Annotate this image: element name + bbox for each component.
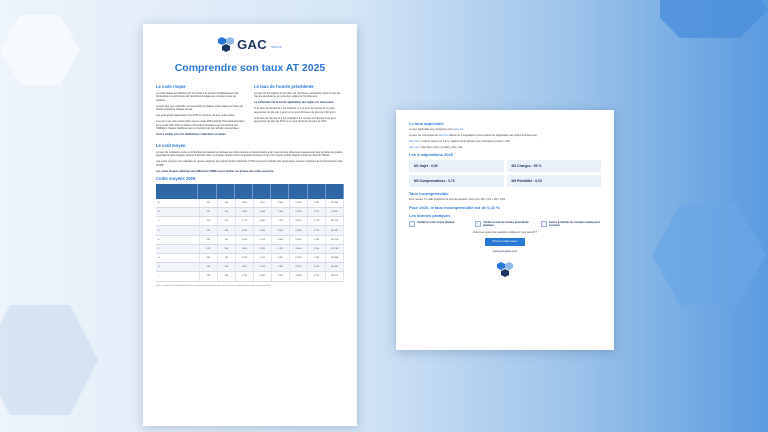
table-row [156,272,344,281]
paragraph: Il se peut que des conformités avec le code APE (Activité Principale Exercée) ou le code NAF (Nomenclature d'Activité Française) qui est attribué par l'INSEE à chaque établissement en fonction de son activité économique. [156,120,245,131]
table-cell: 256 [200,217,218,225]
table-cell-label: I [156,272,200,280]
table-cell: 1 585 [236,208,254,216]
cout-moyen-heading: Le coût moyen [156,143,186,149]
table-cell: 1 258 [308,226,326,234]
table-row [156,199,344,208]
link-text: taux net. [454,128,464,131]
table-row [156,217,344,226]
table-cell: 3 332 [254,272,272,280]
table-cell: 262 [200,245,218,253]
table-cell: 2 057 [254,199,272,207]
table-cell: 24 268 [290,272,308,280]
table-cell-label: F [156,245,200,253]
table-cell: 233 [200,226,218,234]
table-cell: 243 [200,236,218,244]
majorations-heading: Les 4 majorations 2025 [409,152,454,158]
table-cell-label: E [156,236,200,244]
table-cell: 283 [218,226,236,234]
table-cell: 22 572 [290,263,308,271]
website-link[interactable]: www.groupgac.com [492,248,518,253]
paragraph: Les coûts moyens sont calculés au niveau national, par grand secteur d'activité (CTN) et sous la contrôle des partenaires sociaux membres de la Commission des AT/MP. [156,160,343,167]
table-cell: 1 283 [308,236,326,244]
table-footnote: Source : arrêté du 28 novembre 2024 relatif à la tarification des risques d'accidents du travail et de maladies professionnelles pour l'année 2025. [156,284,271,287]
table-row [156,263,344,272]
checklist-label: Vérifier le taux de l'année précédente appliqué [483,220,529,228]
table-cell: 244 [200,263,218,271]
brand-name: GAC [237,36,267,52]
annee-precedente-heading: Le taux de l'année précédente [254,84,314,89]
table-header [156,184,344,199]
table-cell-label: H [156,263,200,271]
document-page-1 [143,24,357,426]
table-cell: 3 481 [272,263,290,271]
table-cell: 108 572 [326,272,344,280]
table-cell: 282 [218,254,236,262]
code-risque-heading: Le code risque [156,84,186,89]
majoration-m4: M4 Pénibilité : 0,03 [507,175,602,187]
table-cell: 1 883 [236,245,254,253]
table-cell: 341 [218,245,236,253]
checklist-item [475,221,535,227]
table-cell: 1 628 [236,254,254,262]
hexagon-decoration-top-right [660,0,768,40]
hexagon-decoration-top-left [0,10,90,90]
cost-table [156,184,344,287]
bonnes-pratiques-heading: Les bonnes pratiques [409,212,451,218]
table-cell-label: D [156,226,200,234]
majoration-m1: M1 trajet : 0,39 [409,160,504,172]
annee-precedente-section [254,82,344,139]
paragraph: Les entreprises dépendant d'un CTN en fonction de leur code risque. [156,114,236,118]
checklist-item [409,221,469,227]
paragraph [409,134,601,137]
table-cell: 138 113 [326,217,344,225]
table-cell-label: B [156,208,200,216]
table-cell: 1 711 [236,217,254,225]
table-cell: 201 [218,208,236,216]
table-cell: 1 171 [308,208,326,216]
paragraph-bold: Les coûts moyens attribués aux différents AT/MP sont à vérifier sur la base des arrêts prescrits. [156,169,275,173]
paragraph: La liste des taux collectifs correspondant à chaque code risque est fixée par arrêté ministériel chaque année. [156,104,244,112]
table-cell: 21 784 [290,199,308,207]
table-cell: 268 [200,254,218,262]
checklist-label: Suivre & Vérifier les comptes employeurs courants [549,220,601,228]
table-cell: 1 278 [308,217,326,225]
table-cell: 105 401 [326,263,344,271]
cout-moyen-section [156,143,344,181]
paragraph: Si le taux de l'année N-1 est supérieur à 4, le taux de l'année N ne peut augmenter de plus de 25% et ne peut diminuer de plus de 20%. [254,116,336,124]
table-cell: 345 [218,199,236,207]
table-row [156,254,344,263]
link-text: Taux net [409,146,419,149]
table-cell: 1 618 [236,226,254,234]
table-row [156,208,344,217]
question-text: Vous vous posez des questions relatives à votre taux AT ? [472,231,538,235]
paragraph: Le taux de cotisation mixte ou individuel est calculé sur la base de coûts moyens correspondants à la moyenne des dépenses causées par des sinistres de gravité équivalente dans chaque secteur d'activité. Ainsi, à chaque sinistre selon sa gravité correspond un coût moyen publié chaque année au Journal Officiel. [156,151,343,158]
table-cell-label: G [156,254,200,262]
checkbox-icon [409,221,415,227]
table-cell: 3 413 [254,263,272,271]
table-cell: 244 [218,217,236,225]
document-title: Comprendre son taux AT 2025 [174,62,326,74]
table-cell-label: A [156,199,200,207]
table-cell: 93 350 [326,208,344,216]
table-cell: 21 648 [290,226,308,234]
table-cell: 103 437 [326,226,344,234]
table-cell: 102 866 [326,254,344,262]
hexagon-decoration-left [0,300,100,420]
table-cell: 3 198 [254,236,272,244]
table-cell: 263 [218,272,236,280]
table-cell: 3 497 [272,254,290,262]
table-cell: 19 796 [290,208,308,216]
paragraph-bold: Il est à vérifier pour les tarifications collectives et mixtes. [156,133,227,137]
code-risque-section [156,82,246,139]
table-cell: 22 916 [290,236,308,244]
table-cell: 3 493 [254,245,272,253]
table-cell: 243 [200,272,218,280]
appointment-button[interactable]: Prenez rendez-vous ! [485,238,526,246]
link-text: Taux brut [409,140,420,143]
table-cell: 113 298 [326,236,344,244]
checklist-label: Vérifier le code risque attribué [417,220,455,224]
checkbox-icon [541,221,547,227]
checklist [409,221,601,227]
brand-sub: GROUP [270,44,282,49]
checkbox-icon [475,221,481,227]
paragraph [409,146,601,149]
table-cell: 1 276 [308,272,326,280]
paragraph: Le taux AT est calculé en fonction de nombreux paramètres dont le taux de l'année précédente en vertu des règles de l'écrêtement. [254,92,340,99]
text: Le taux net correspond au [409,134,439,137]
taux-applicable-heading: Le taux applicable [409,121,444,126]
table-cell: 34 213 [290,217,308,225]
table-cell: 3 256 [254,226,272,234]
document-page-2 [396,110,614,350]
table-cell: 3 324 [272,208,290,216]
majoration-m2: M2 Charges : 59 % [507,160,602,172]
link-text: taux brut [438,134,449,137]
majorations-grid [409,160,601,187]
table-cell: 26 044 [290,245,308,253]
text: = coût du risque sur 3 ans / salaires bruts déclarés des 3 dernières années x 100 [420,140,510,143]
hexagon-decoration-right [650,200,768,310]
paragraph-bold: La vérification de la bonne application des règles est nécessaire. [254,101,335,105]
paragraph: Le code risque est attribué par la Carsat à la section d'établissement de l'entreprise et est fonction de l'activité principale qui occupe le plus de salariés. [156,92,239,102]
paragraph [409,128,601,131]
table-cell: 1 695 [236,199,254,207]
gac-logo-icon [497,261,513,277]
table-cell: 306 [218,263,236,271]
table-row [156,236,344,245]
table-cell: 281 [218,236,236,244]
table-cell-label: C [156,217,200,225]
text: = Taux Brut x (M1 x (1+M2) + M3 + M4 [419,146,463,149]
table-cell: 1 658 [236,236,254,244]
text: affecté de 4 majorations (sous réserve de l'application des règles d'écrêtement). [449,134,538,137]
brand-logo [156,36,344,52]
table-cell: 3 525 [272,272,290,280]
table-cell: 1 284 [308,254,326,262]
text: Le taux applicable aux entreprises est le [409,128,454,131]
table-cell: 3 448 [254,208,272,216]
table-row [156,245,344,254]
table-cell: 3 602 [272,236,290,244]
gac-logo-icon [218,36,234,52]
table-cell: 1 264 [308,245,326,253]
table-cell: 21 528 [290,254,308,262]
incompressible-heading: Taux incompressible [409,191,449,197]
table-cell: 261 [200,199,218,207]
table-cell: 3 486 [254,217,272,225]
incompressible-highlight: Pour 2025, le taux incompressible est de 0,22 % [409,204,500,210]
table-cell: 3 754 [272,245,290,253]
table-row [156,226,344,235]
table-cell: 127 802 [326,199,344,207]
checklist-item [541,221,601,227]
table-cell: 3 296 [254,254,272,262]
table-body [156,199,344,282]
majoration-m3: M3 Compensations : 0,70 [409,175,504,187]
table-cell: 1 482 [308,199,326,207]
table-cell: 1 607 [236,263,254,271]
table-cell: 125 748 [326,245,344,253]
paragraph [409,140,601,143]
table-cell: 1 733 [236,272,254,280]
table-cell: 1 218 [308,263,326,271]
table-cell: 247 [200,208,218,216]
table-heading: Coûts moyens 2025 [156,175,196,181]
paragraph: Si le taux de l'année N-1 est inférieur à 4, le taux de l'année N ne peut augmenter de plus de 1 point et ne peut diminuer de plus de 0,60 point. [254,107,337,114]
table-cell: 3 743 [272,217,290,225]
table-cell: 3 509 [272,226,290,234]
paragraph: Pour l'année T il suffit d'appliquer la formule suivante : M1 0,12 x M2 + M3 + M4 = 0,64 [409,198,505,202]
table-cell: 3 588 [272,199,290,207]
